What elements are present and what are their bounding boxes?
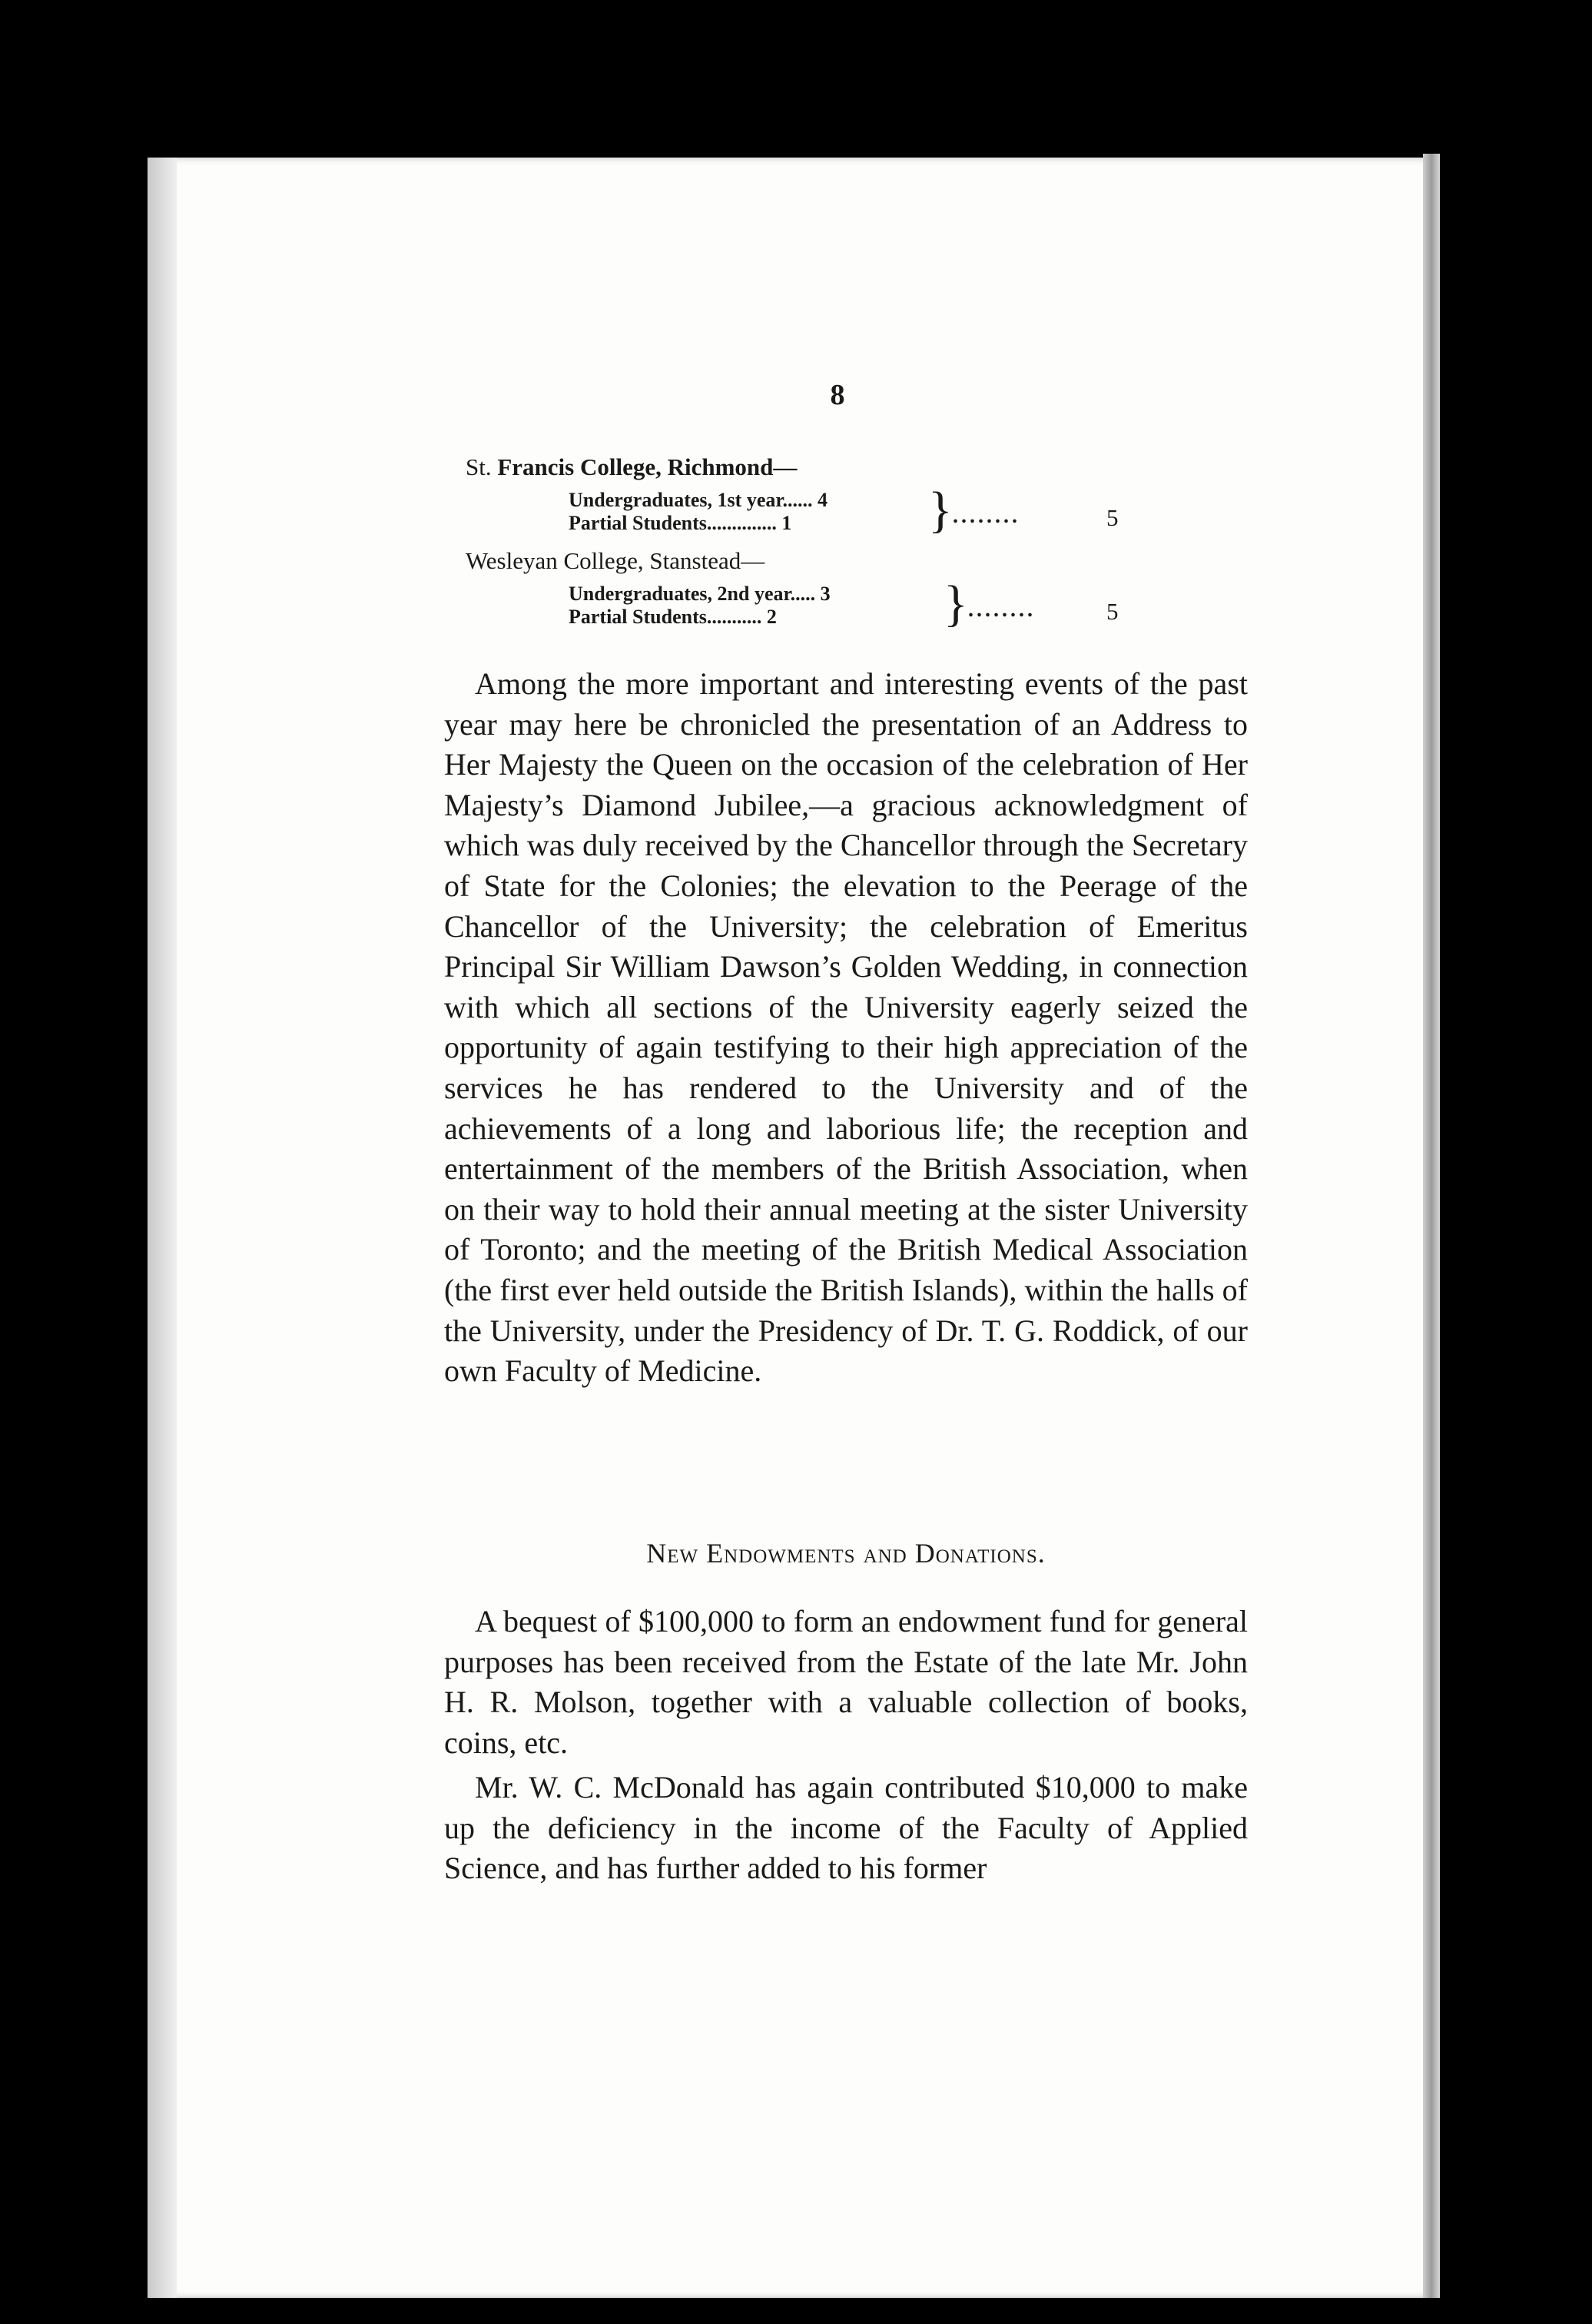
enrollment-total: 5 (1106, 598, 1119, 625)
enrollment-row: Undergraduates, 2nd year..... 3 (569, 583, 831, 605)
brace: } (944, 576, 968, 632)
page-gutter (148, 158, 177, 2298)
college-heading: Wesleyan College, Stanstead— (466, 547, 765, 574)
events-paragraph: Among the more important and interesting events of the past year may here be chronicled the presentation of an Address to Her Majesty the Queen on the occasion of the celebration of Her Majesty’s Diamond Jubilee,—a gracious acknowledgment of which was duly received by the Chancellor through the Secretary of State for the Colonies; the elevation to the Peerage of the Chancellor of the University; the celebration of Emeritus Principal Sir William Dawson’s Golden Wedding, in connection with which all sections of the University eagerly seized the opportunity of again testifying to their high appreciation of the services he has rendered to the University and of the achievements of a long and laborious life; the reception and entertainment of the members of the British Association, when on their way to hold their annual meeting at the sister University of Toronto; and the meeting of the British Medical Association (the first ever held outside the British Islands), within the halls of the University, under the Presidency of Dr. T. G. Roddick, of our own Faculty of Medicine. (444, 666, 1248, 1389)
page-edge (1423, 154, 1440, 2298)
mcdonald-paragraph: Mr. W. C. McDonald has again contributed $10,000 to make up the deficiency in the income of the Faculty of Applied Science, and has further added to his former (444, 1770, 1248, 1886)
college-heading: St. Francis College, Richmond— (466, 453, 798, 480)
leader-dots: ........ (968, 598, 1036, 622)
page-number: 8 (830, 379, 845, 411)
enrollment-row: Partial Students........... 2 (569, 606, 777, 628)
section-heading: New Endowments and Donations. (646, 1538, 1046, 1569)
brace: } (928, 482, 953, 538)
enrollment-row: Undergraduates, 1st year...... 4 (569, 489, 828, 511)
enrollment-row: Partial Students.............. 1 (569, 512, 792, 534)
leader-dots: ........ (953, 504, 1020, 528)
enrollment-total: 5 (1106, 504, 1119, 531)
bequest-paragraph: A bequest of $100,000 to form an endowment fund for general purposes has been received from the Estate of the late Mr. John H. R. Molson, together with a valuable collection of books, coins, etc. (444, 1604, 1248, 1760)
